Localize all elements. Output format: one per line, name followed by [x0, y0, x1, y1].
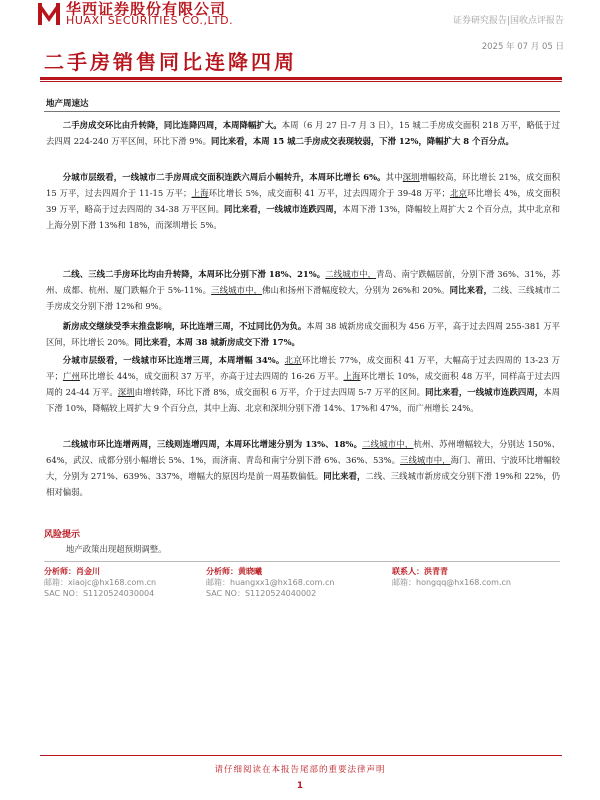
para-body: 环比增长 77%，成交面积 41 万平，大幅高于过去四周的 13-23 万平；	[46, 355, 560, 381]
report-date: 2025 年 07 月 05 日	[481, 42, 564, 52]
para-body: 由增转降，环比下滑 8%，成交面积 6 万平，介于过去四周 5-7 万平的区间。	[134, 387, 426, 397]
paragraph-newhome-tier23	[46, 436, 560, 500]
contact-name: 联系人：洪青青	[392, 567, 448, 576]
city-label: 上海	[191, 188, 209, 198]
para-tail-lead: 同比来看，	[323, 471, 366, 481]
para-tail-lead: 同比来看，	[449, 285, 493, 295]
para-body: 环比增长 44%，成交面积 37 万平，亦高于过去四周的 16-26 万平。	[80, 371, 344, 381]
risk-text: 地产政策出现超预期调整。	[66, 544, 167, 554]
para-body: 其中	[385, 172, 403, 182]
city-label: 北京	[284, 355, 302, 365]
paragraph-secondhand-tier23	[46, 266, 560, 314]
section-divider	[44, 111, 560, 112]
paragraph-newhome-tier1	[46, 352, 560, 416]
section-title: 地产周速达	[46, 99, 89, 109]
city-label: 深圳	[117, 387, 135, 397]
para-tail: 同比来看，本周 38 城新房成交下滑 17%。	[134, 337, 300, 347]
city-group-label: 二线城市中，	[325, 269, 377, 279]
footer-divider	[40, 755, 562, 756]
para-lead: 二手房成交环比由升转降，同比连降四周，本周降幅扩大。	[62, 120, 282, 130]
para-lead: 分城市层级看，一线城市环比连增三周，本周增幅 34%。	[62, 355, 285, 365]
para-lead: 新房成交继续受季末推盘影响，环比连增三周，不过同比仍为负。	[62, 321, 307, 331]
analyst-name: 分析师：黄晓曦	[206, 567, 262, 576]
paragraph-secondhand-overview	[46, 117, 560, 149]
analyst-card	[206, 566, 334, 599]
contact-card	[392, 566, 511, 588]
para-tail: 二线、三线城市二手房成交分别下滑 12%和 9%。	[46, 285, 561, 311]
paragraph-secondhand-tier1	[46, 169, 560, 233]
title-divider	[40, 77, 562, 80]
title-divider-thin	[40, 81, 562, 82]
city-label: 北京	[449, 188, 468, 198]
para-lead-2: 本周环比分别下滑 18%、21%。	[198, 269, 326, 279]
para-tail-lead: 同比来看，一线城市连跌四周，	[425, 387, 544, 397]
para-body: 本周（6 月 27 日-7 月 3 日），15 城二手房成交面积 218 万平，略低于过去四周 224-240 万平区间，环比下滑 9%。	[46, 120, 560, 146]
city-group-label: 三线城市中，	[400, 455, 451, 465]
brand-name-en: HUAXI SECURITIES CO.,LTD.	[66, 14, 234, 27]
para-body: 杭州、苏州增幅较大，分别达 150%、64%，武汉、成都分别小幅增长 5%、1%，而济南、青岛和南宁分别下滑 6%、36%、53%。	[46, 439, 561, 465]
para-body: 增幅较高，环比增长 21%，成交面积 15 万平，过去四周介于 11-15 万平；	[46, 172, 561, 198]
para-body: 青岛、南宁跌幅居前，分别下滑 36%、31%，苏州、成都、杭州、厦门跌幅介于 5%-11%。	[46, 269, 561, 295]
footer-disclaimer: 请仔细阅读在本报告尾部的重要法律声明	[214, 765, 386, 775]
brand-name-cn: 华西证券股份有限公司	[66, 0, 227, 18]
analyst-sac: SAC NO：S1120524030004	[44, 589, 155, 598]
para-tail: 本周下滑 13%，降幅较上周扩大 2 个百分点，其中北京和上海分别下滑 13%和 18%，而深圳增长 5%。	[46, 204, 561, 230]
analyst-email[interactable]: 邮箱：xiaojc@hx168.com.cn	[44, 578, 157, 587]
city-label: 深圳	[402, 172, 420, 182]
para-body: 本周 38 城新房成交面积为 456 万平，高于过去四周 255-381 万平区间，环比增长 20%。	[46, 321, 560, 347]
para-tail: 二线、三线城市新房成交分别下滑 19%和 22%，仍相对偏弱。	[46, 471, 560, 497]
para-tail: 同比来看，本周 15 城二手房成交表现较弱，下滑 12%，降幅扩大 8 个百分点。	[210, 136, 514, 146]
analyst-sac: SAC NO：S1120524040002	[206, 589, 317, 598]
analyst-card	[44, 566, 156, 599]
risk-title: 风险提示	[44, 530, 81, 540]
para-lead: 二线城市环比连增两周，三线则连增四周，	[62, 439, 226, 449]
page-number: 1	[297, 781, 303, 791]
city-label: 上海	[343, 371, 361, 381]
para-body: 佛山和扬州下滑幅度较大，分别为 26%和 20%。	[262, 285, 450, 295]
risk-divider	[44, 561, 560, 562]
city-group-label: 三线城市中，	[211, 285, 263, 295]
para-body: 环比增长 4%，成交面积 39 万平，略高于过去四周的 34-38 万平区间。	[46, 188, 560, 214]
paragraph-newhome-overview	[46, 318, 560, 350]
para-body: 环比增长 10%，成交面积 48 万平，同样高于过去四周的 24-44 万平。	[46, 371, 560, 397]
para-tail: 本周下滑 10%，降幅较上周扩大 9 个百分点，其中上海、北京和深圳分别下滑 14%、17%和 47%，而广州增长 24%。	[46, 387, 561, 413]
contact-email[interactable]: 邮箱：hongqq@hx168.com.cn	[392, 578, 511, 587]
huaxi-logo-icon	[38, 0, 60, 26]
analyst-email[interactable]: 邮箱：huangxx1@hx168.com.cn	[206, 578, 335, 587]
para-body: 海门、莆田、宁波环比增幅较大，分别为 271%、639%、337%，增幅大的原因均是前一周基数偏低。	[46, 455, 561, 481]
report-title: 二手房销售同比连降四周	[44, 50, 297, 74]
city-label: 广州	[62, 371, 81, 381]
para-lead: 二线、三线二手房环比均由升转降，	[62, 269, 199, 279]
analyst-name: 分析师：肖金川	[44, 567, 100, 576]
para-lead: 分城市层级看，一线城市二手房周成交面积连跌六周后小幅转升，本周环比增长 6%。	[62, 172, 386, 182]
report-type: 证券研究报告|国收点评报告	[452, 16, 564, 26]
para-tail-lead: 同比来看，一线城市连跌四周，	[224, 204, 343, 214]
city-group-label: 二线城市中，	[362, 439, 414, 449]
para-lead-2: 本周环比增速分别为 13%、18%。	[225, 439, 363, 449]
para-body: 环比增长 5%，成交面积 41 万平，过去四周介于 39-48 万平；	[208, 188, 450, 198]
